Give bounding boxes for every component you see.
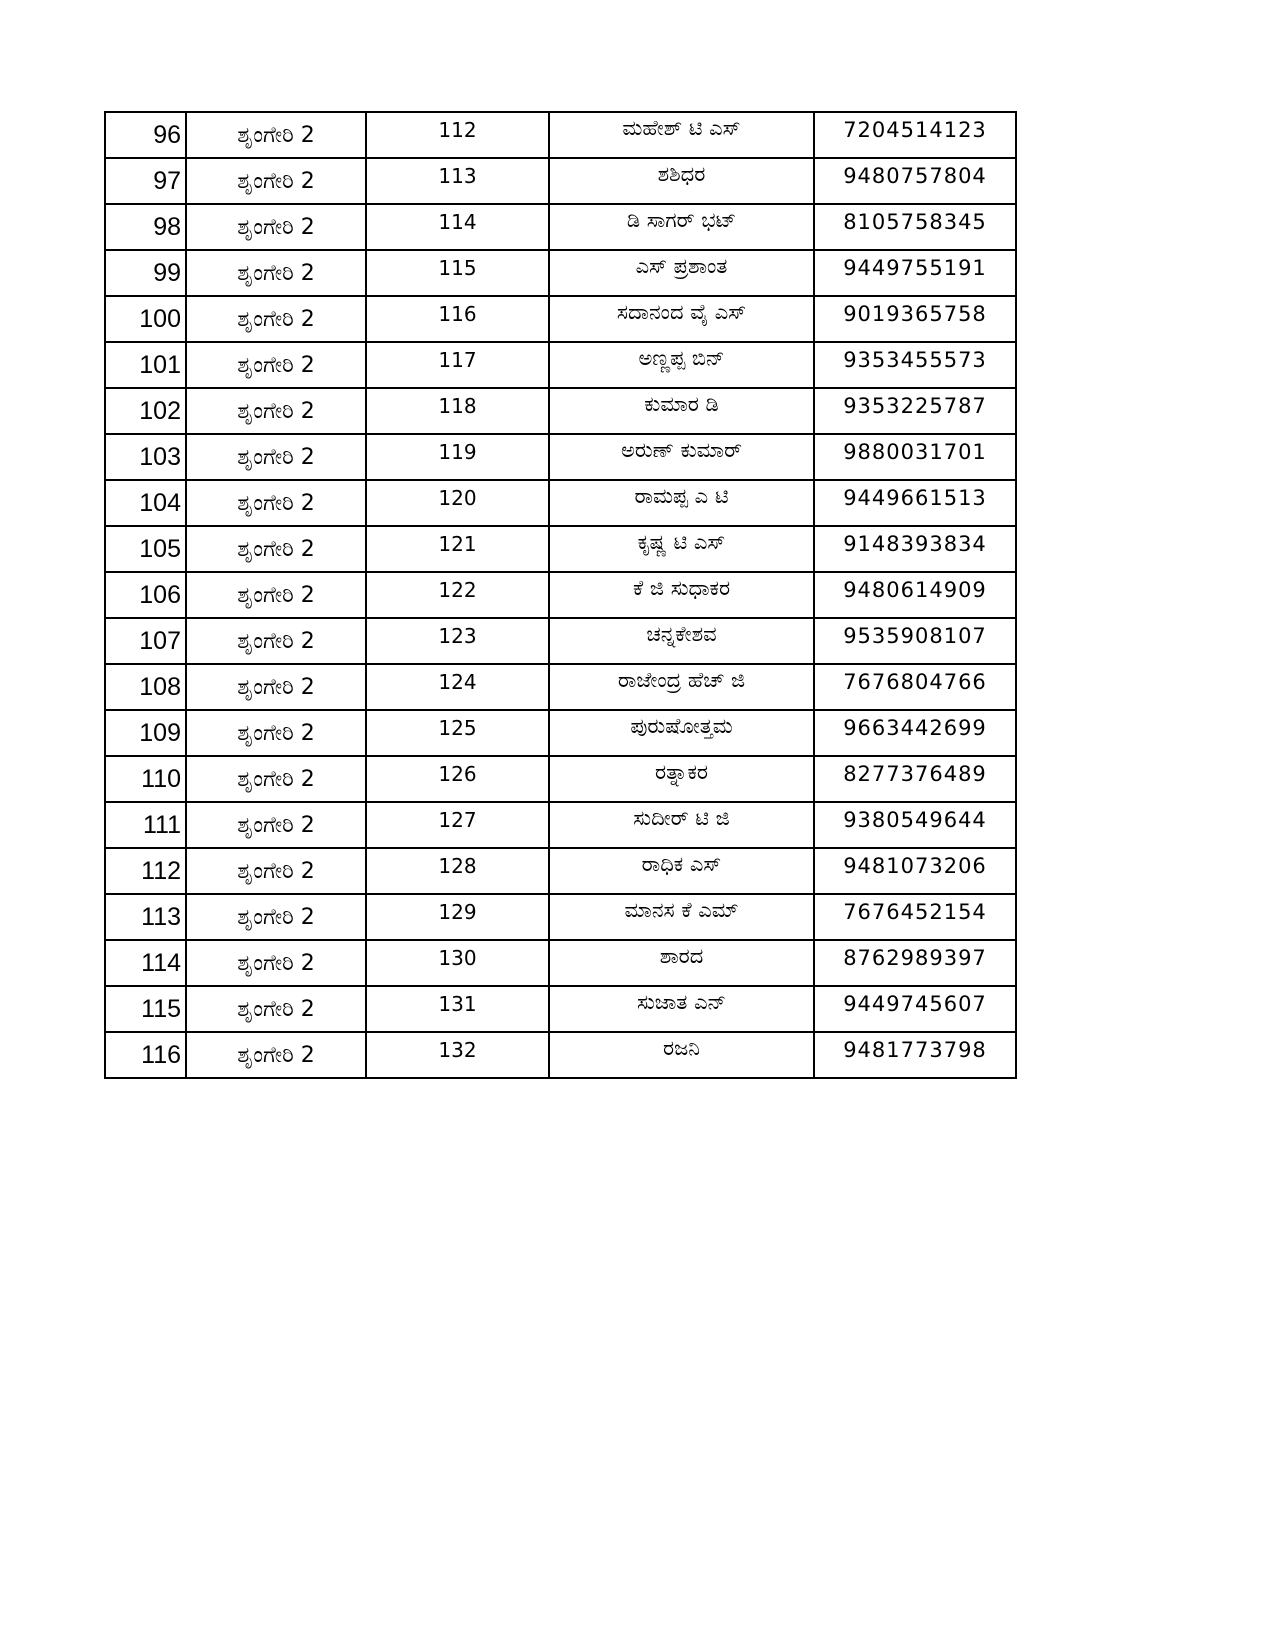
booth-number-cell: 127 [366, 802, 549, 848]
serial-number-cell: 109 [105, 710, 186, 756]
serial-number-cell: 108 [105, 664, 186, 710]
booth-number-cell: 120 [366, 480, 549, 526]
serial-number-cell: 102 [105, 388, 186, 434]
booth-number-cell: 121 [366, 526, 549, 572]
booth-number-cell: 125 [366, 710, 549, 756]
person-name-cell: ಮಾನಸ ಕೆ ಎಮ್ [549, 894, 814, 940]
place-cell: ಶೃಂಗೇರಿ 2 [186, 296, 366, 342]
booth-number-cell: 118 [366, 388, 549, 434]
table-row [105, 664, 1016, 710]
serial-number-cell: 106 [105, 572, 186, 618]
person-name-cell: ಅರುಣ್ ಕುಮಾರ್ [549, 434, 814, 480]
phone-number-cell: 9353225787 [814, 388, 1016, 434]
person-name-cell: ಡಿ ಸಾಗರ್ ಭಟ್ [549, 204, 814, 250]
serial-number-cell: 115 [105, 986, 186, 1032]
place-cell: ಶೃಂಗೇರಿ 2 [186, 388, 366, 434]
place-cell: ಶೃಂಗೇರಿ 2 [186, 940, 366, 986]
serial-number-cell: 110 [105, 756, 186, 802]
booth-number-cell: 130 [366, 940, 549, 986]
place-cell: ಶೃಂಗೇರಿ 2 [186, 894, 366, 940]
phone-number-cell: 9019365758 [814, 296, 1016, 342]
booth-number-cell: 128 [366, 848, 549, 894]
table-row [105, 1032, 1016, 1078]
table-row [105, 388, 1016, 434]
table-row [105, 112, 1016, 158]
place-cell: ಶೃಂಗೇರಿ 2 [186, 664, 366, 710]
table-row [105, 894, 1016, 940]
serial-number-cell: 114 [105, 940, 186, 986]
serial-number-cell: 96 [105, 112, 186, 158]
serial-number-cell: 100 [105, 296, 186, 342]
table-row [105, 618, 1016, 664]
phone-number-cell: 9535908107 [814, 618, 1016, 664]
person-name-cell: ಕೆ ಜಿ ಸುಧಾಕರ [549, 572, 814, 618]
person-name-cell: ಎಸ್ ಪ್ರಶಾಂತ [549, 250, 814, 296]
table-row [105, 158, 1016, 204]
serial-number-cell: 116 [105, 1032, 186, 1078]
person-name-cell: ರಾಜೇಂದ್ರ ಹೆಚ್ ಜಿ [549, 664, 814, 710]
serial-number-cell: 111 [105, 802, 186, 848]
booth-number-cell: 129 [366, 894, 549, 940]
place-cell: ಶೃಂಗೇರಿ 2 [186, 756, 366, 802]
table-row [105, 250, 1016, 296]
roster-table-body [105, 112, 1016, 1078]
person-name-cell: ಶಶಿಧರ [549, 158, 814, 204]
person-name-cell: ಅಣ್ಣಪ್ಪ ಬಿನ್ [549, 342, 814, 388]
serial-number-cell: 98 [105, 204, 186, 250]
person-name-cell: ಕೃಷ್ಣ ಟಿ ಎಸ್ [549, 526, 814, 572]
person-name-cell: ಚನ್ನಕೇಶವ [549, 618, 814, 664]
phone-number-cell: 9449745607 [814, 986, 1016, 1032]
phone-number-cell: 9380549644 [814, 802, 1016, 848]
phone-number-cell: 8762989397 [814, 940, 1016, 986]
place-cell: ಶೃಂಗೇರಿ 2 [186, 572, 366, 618]
person-name-cell: ರಾಮಪ್ಪ ಎ ಟಿ [549, 480, 814, 526]
phone-number-cell: 9449755191 [814, 250, 1016, 296]
person-name-cell: ರಾಧಿಕ ಎಸ್ [549, 848, 814, 894]
booth-number-cell: 122 [366, 572, 549, 618]
place-cell: ಶೃಂಗೇರಿ 2 [186, 1032, 366, 1078]
phone-number-cell: 9480757804 [814, 158, 1016, 204]
table-row [105, 204, 1016, 250]
table-row [105, 434, 1016, 480]
roster-table [104, 111, 1017, 1079]
person-name-cell: ರಜನಿ [549, 1032, 814, 1078]
table-row [105, 342, 1016, 388]
place-cell: ಶೃಂಗೇರಿ 2 [186, 250, 366, 296]
phone-number-cell: 9148393834 [814, 526, 1016, 572]
place-cell: ಶೃಂಗೇರಿ 2 [186, 112, 366, 158]
person-name-cell: ರತ್ನಾಕರ [549, 756, 814, 802]
phone-number-cell: 7204514123 [814, 112, 1016, 158]
serial-number-cell: 103 [105, 434, 186, 480]
table-row [105, 572, 1016, 618]
phone-number-cell: 7676804766 [814, 664, 1016, 710]
person-name-cell: ಶಾರದ [549, 940, 814, 986]
place-cell: ಶೃಂಗೇರಿ 2 [186, 158, 366, 204]
table-row [105, 986, 1016, 1032]
place-cell: ಶೃಂಗೇರಿ 2 [186, 848, 366, 894]
place-cell: ಶೃಂಗೇರಿ 2 [186, 204, 366, 250]
phone-number-cell: 9663442699 [814, 710, 1016, 756]
place-cell: ಶೃಂಗೇರಿ 2 [186, 434, 366, 480]
person-name-cell: ಸುದೀರ್ ಟಿ ಜಿ [549, 802, 814, 848]
place-cell: ಶೃಂಗೇರಿ 2 [186, 986, 366, 1032]
table-row [105, 802, 1016, 848]
phone-number-cell: 8277376489 [814, 756, 1016, 802]
booth-number-cell: 131 [366, 986, 549, 1032]
serial-number-cell: 113 [105, 894, 186, 940]
booth-number-cell: 116 [366, 296, 549, 342]
phone-number-cell: 9353455573 [814, 342, 1016, 388]
place-cell: ಶೃಂಗೇರಿ 2 [186, 342, 366, 388]
booth-number-cell: 132 [366, 1032, 549, 1078]
serial-number-cell: 112 [105, 848, 186, 894]
person-name-cell: ಸುಜಾತ ಎನ್ [549, 986, 814, 1032]
place-cell: ಶೃಂಗೇರಿ 2 [186, 526, 366, 572]
place-cell: ಶೃಂಗೇರಿ 2 [186, 480, 366, 526]
phone-number-cell: 7676452154 [814, 894, 1016, 940]
table-row [105, 940, 1016, 986]
phone-number-cell: 9880031701 [814, 434, 1016, 480]
place-cell: ಶೃಂಗೇರಿ 2 [186, 802, 366, 848]
serial-number-cell: 97 [105, 158, 186, 204]
serial-number-cell: 99 [105, 250, 186, 296]
table-row [105, 756, 1016, 802]
person-name-cell: ಕುಮಾರ ಡಿ [549, 388, 814, 434]
booth-number-cell: 119 [366, 434, 549, 480]
place-cell: ಶೃಂಗೇರಿ 2 [186, 618, 366, 664]
phone-number-cell: 9481773798 [814, 1032, 1016, 1078]
serial-number-cell: 104 [105, 480, 186, 526]
booth-number-cell: 115 [366, 250, 549, 296]
serial-number-cell: 101 [105, 342, 186, 388]
serial-number-cell: 105 [105, 526, 186, 572]
booth-number-cell: 123 [366, 618, 549, 664]
person-name-cell: ಪುರುಷೋತ್ತಮ [549, 710, 814, 756]
booth-number-cell: 113 [366, 158, 549, 204]
table-row [105, 526, 1016, 572]
person-name-cell: ಸದಾನಂದ ವೈ ಎಸ್ [549, 296, 814, 342]
table-row [105, 480, 1016, 526]
phone-number-cell: 8105758345 [814, 204, 1016, 250]
person-name-cell: ಮಹೇಶ್ ಟಿ ಎಸ್ [549, 112, 814, 158]
table-row [105, 710, 1016, 756]
phone-number-cell: 9480614909 [814, 572, 1016, 618]
place-cell: ಶೃಂಗೇರಿ 2 [186, 710, 366, 756]
serial-number-cell: 107 [105, 618, 186, 664]
phone-number-cell: 9449661513 [814, 480, 1016, 526]
booth-number-cell: 114 [366, 204, 549, 250]
booth-number-cell: 126 [366, 756, 549, 802]
phone-number-cell: 9481073206 [814, 848, 1016, 894]
table-row [105, 296, 1016, 342]
booth-number-cell: 124 [366, 664, 549, 710]
booth-number-cell: 112 [366, 112, 549, 158]
booth-number-cell: 117 [366, 342, 549, 388]
table-row [105, 848, 1016, 894]
